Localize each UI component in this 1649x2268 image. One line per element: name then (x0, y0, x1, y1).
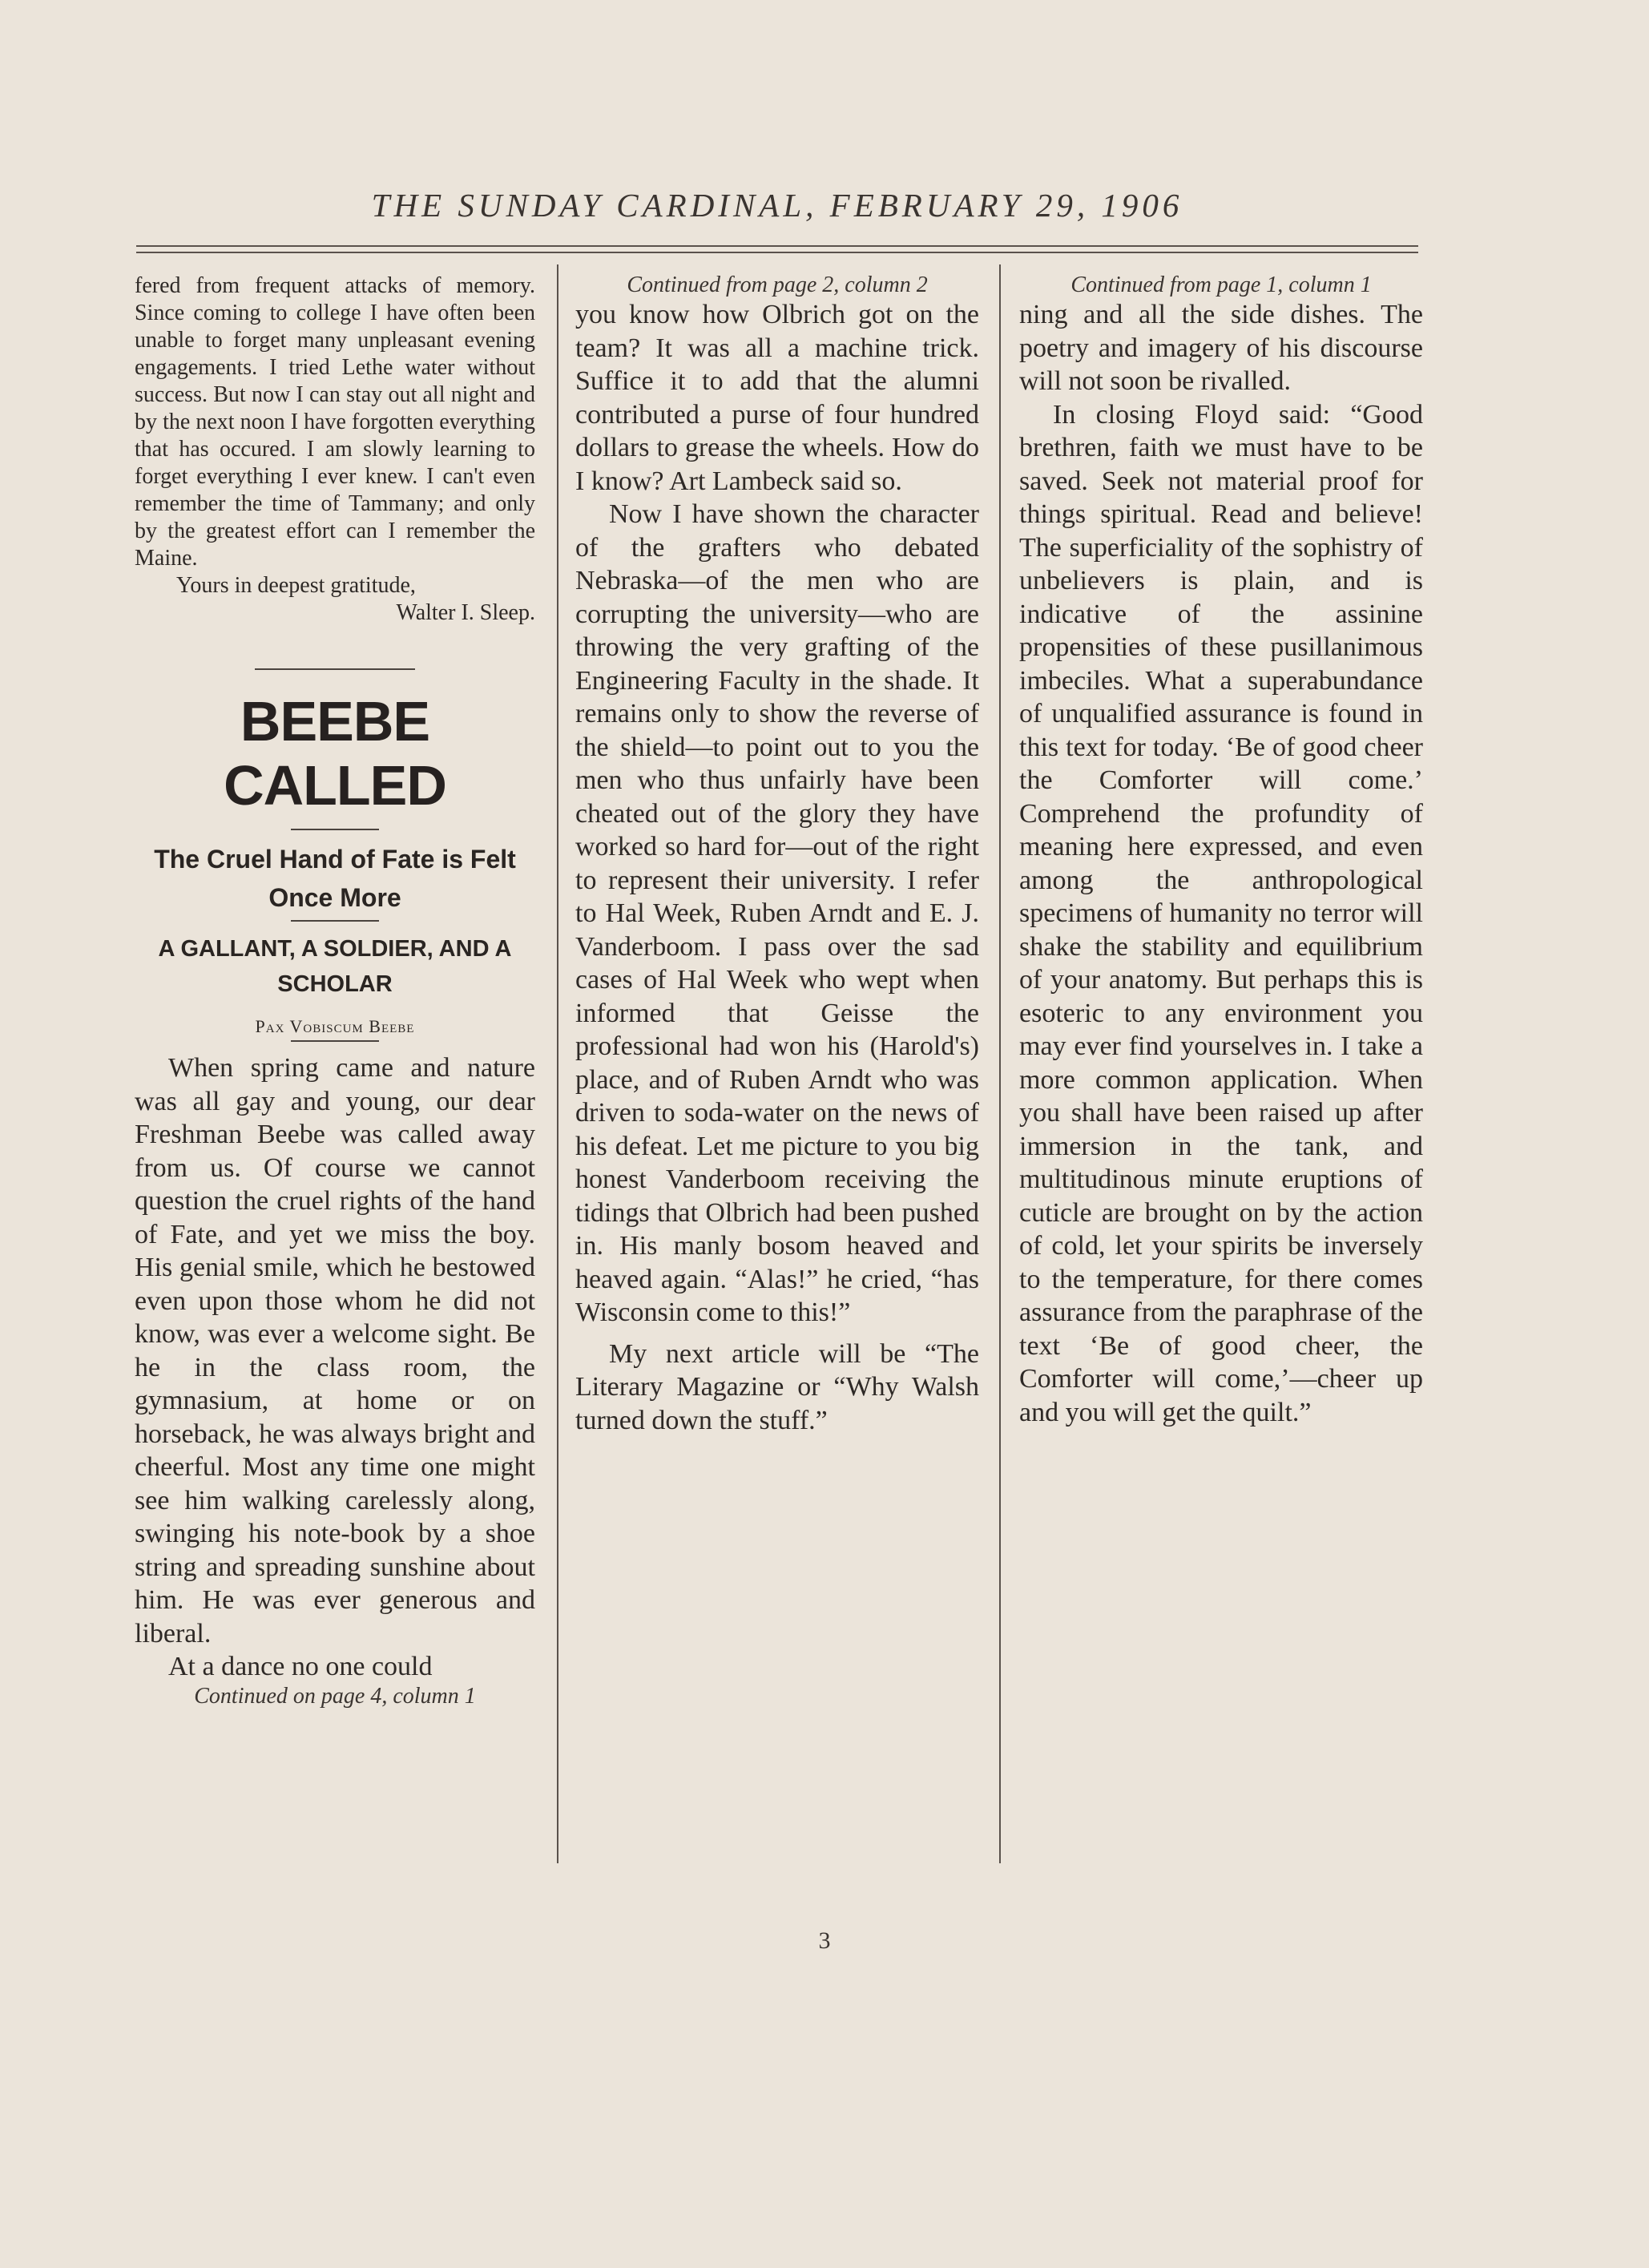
column-3 (1019, 272, 1423, 1429)
column-divider-1 (557, 264, 558, 1863)
article-paragraph: In closing Floyd said: “Good brethren, faith we must have to be saved. Seek not material proof for things spiritual. Read and believe! The superficiality of the sophistry of unbelievers is plain, and is indicative of the assinine propensities of these pusillanimous imbeciles. What a superabundance of unqualified assurance is found in this text for today. ‘Be of good cheer the Comforter will come.’ Comprehend the profundity of meaning here expressed, and even among the anthropological specimens of humanity no terror will shake the stability and equilibrium of your anatomy. But perhaps this is esoteric to any environment you may ever find yourselves in. I take a more common application. When you shall have been raised up after immersion in the tank, and multitudinous minute eruptions of cuticle are brought on by the action of cold, let your spirits be inversely to the temperature, for there comes assurance from the paraphrase of the text ‘Be of good cheer, the Comforter will come,’—cheer up and you will get the quilt.” (1019, 399, 1423, 1427)
article-paragraph: My next article will be “The Literary Magazine or “Why Walsh turned down the stuff.” (575, 1338, 979, 1435)
headline: BEEBE CALLED (224, 690, 446, 817)
page-number: 3 (818, 1927, 831, 1954)
continued-from-note: Continued from page 1, column 1 (1070, 272, 1372, 297)
article-paragraph: At a dance no one could (168, 1652, 433, 1681)
letter-text: fered from frequent attacks of memory. Since coming to college I have often been unable to forget many unpleasant evening engagements. I tried Lethe water without success. But now I can stay out all night and by the next noon I have forgotten everything that has occured. I am slowly learning to forget everything I ever knew. I can't even remember the time of Tammany; and only by the greatest effort can I remember the Maine. (135, 273, 535, 571)
continued-on-note: Continued on page 4, column 1 (194, 1683, 476, 1709)
continued-from-note: Continued from page 2, column 2 (627, 272, 928, 297)
masthead: THE SUNDAY CARDINAL, FEBRUARY 29, 1906 (371, 187, 1183, 224)
article-paragraph: ning and all the side dishes. The poetry and imagery of his discourse will not soon be rivalled. (1019, 300, 1423, 396)
article-paragraph: you know how Olbrich got on the team? It was all a machine trick. Suffice it to add that the alumni contributed a purse of four hundred dollars to grease the wheels. How do I know? Art Lambeck said so. (575, 300, 979, 496)
column-2 (575, 272, 979, 1437)
letter-closing: Yours in deepest gratitude, (176, 573, 416, 598)
masthead-rule-top (136, 245, 1418, 247)
article-paragraph: Now I have shown the character of the grafters who debated Nebraska—of the men who are corrupting the university—who are throwing the very grafting of the Engineering Faculty in the shade. It remains only to show the reverse of the shield—to point out to you the men who thus unfairly have been cheated out of the glory they have worked so hard for—out of the right to represent their university. I refer to Hal Week, Ruben Arndt and E. J. Vanderboom. I pass over the sad cases of Hal Week who wept when informed that Geisse the professional had won his (Harold's) place, and of Ruben Arndt who was driven to soda-water on the news of his defeat. Let me picture to you big honest Vanderboom receiving the tidings that Olbrich had been pushed in. His manly bosom heaved and heaved again. “Alas!” he cried, “has Wisconsin come to this!” (575, 499, 979, 1327)
letter-signature: Walter I. Sleep. (396, 600, 535, 625)
subhead-secondary: A GALLANT, A SOLDIER, AND A SCHOLAR (158, 936, 512, 997)
column-1 (135, 272, 535, 1709)
article-paragraph: When spring came and nature was all gay and young, our dear Freshman Beebe was called away from us. Of course we cannot question the cruel rights of the hand of Fate, and yet we miss the boy. His genial smile, which he bestowed even upon those whom he did not know, was ever a welcome sight. Be he in the class room, the gymnasium, at home or on horseback, he was always bright and cheerful. Most any time one might see him walking carelessly along, swinging his note-book by a shoe string and spreading sunshine about him. He was ever generous and liberal. (135, 1053, 535, 1649)
column-divider-2 (999, 264, 1001, 1863)
masthead-rule-bottom (136, 252, 1418, 253)
subhead: The Cruel Hand of Fate is Felt Once More (154, 845, 516, 912)
byline: Pax Vobiscum Beebe (255, 1016, 415, 1036)
